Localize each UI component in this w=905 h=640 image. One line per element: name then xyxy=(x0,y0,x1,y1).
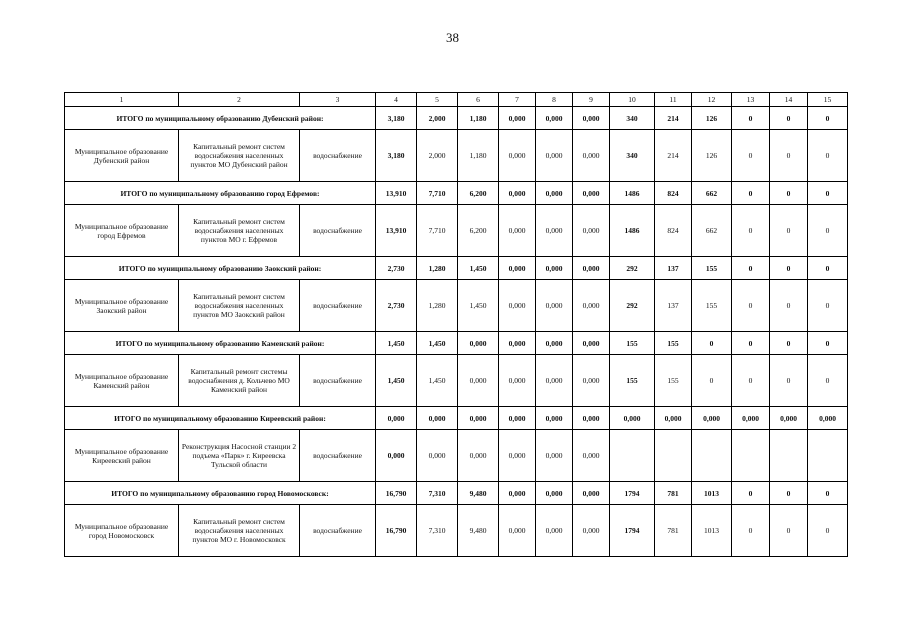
detail-row xyxy=(65,205,848,257)
detail-value-cell: 137 xyxy=(655,280,692,332)
project-cell: Капитальный ремонт систем водоснабжения населенных пунктов МО г. Ефремов xyxy=(179,205,300,257)
total-value-cell: 0,000 xyxy=(536,332,573,355)
detail-value-cell: 0,000 xyxy=(573,505,610,557)
municipality-cell: Муниципальное образование Заокский район xyxy=(65,280,179,332)
total-value-cell: 13,910 xyxy=(376,182,417,205)
total-row xyxy=(65,332,848,355)
total-value-cell: 0 xyxy=(808,332,848,355)
financing-table xyxy=(64,92,848,557)
total-row xyxy=(65,182,848,205)
detail-value-cell: 9,480 xyxy=(458,505,499,557)
detail-value-cell: 0,000 xyxy=(499,130,536,182)
detail-value-cell: 0 xyxy=(770,205,808,257)
total-value-cell: 2,730 xyxy=(376,257,417,280)
column-number-row xyxy=(65,93,848,107)
municipality-cell: Муниципальное образование Киреевский район xyxy=(65,430,179,482)
total-value-cell: 0,000 xyxy=(499,257,536,280)
detail-value-cell: 0 xyxy=(732,205,770,257)
project-cell: Капитальный ремонт систем водоснабжения населенных пунктов МО Дубенский район xyxy=(179,130,300,182)
detail-value-cell: 155 xyxy=(610,355,655,407)
detail-value-cell: 0 xyxy=(808,130,848,182)
detail-value-cell: 0,000 xyxy=(573,430,610,482)
detail-row xyxy=(65,505,848,557)
detail-value-cell xyxy=(770,430,808,482)
detail-value-cell: 824 xyxy=(655,205,692,257)
type-cell: водоснабжение xyxy=(300,355,376,407)
detail-value-cell: 155 xyxy=(692,280,732,332)
detail-value-cell: 0 xyxy=(732,505,770,557)
total-value-cell: 16,790 xyxy=(376,482,417,505)
detail-value-cell: 0 xyxy=(808,505,848,557)
detail-value-cell: 0 xyxy=(732,355,770,407)
detail-value-cell: 126 xyxy=(692,130,732,182)
total-value-cell: 0 xyxy=(770,182,808,205)
total-label: ИТОГО по муниципальному образованию город Новомосковск: xyxy=(65,482,376,505)
total-value-cell: 292 xyxy=(610,257,655,280)
total-value-cell: 662 xyxy=(692,182,732,205)
total-value-cell: 155 xyxy=(655,332,692,355)
detail-value-cell: 1794 xyxy=(610,505,655,557)
detail-value-cell: 1,450 xyxy=(458,280,499,332)
total-value-cell: 0,000 xyxy=(692,407,732,430)
total-value-cell: 214 xyxy=(655,107,692,130)
detail-value-cell: 0,000 xyxy=(536,505,573,557)
total-label: ИТОГО по муниципальному образованию Каменский район: xyxy=(65,332,376,355)
total-value-cell: 0,000 xyxy=(770,407,808,430)
total-value-cell: 0,000 xyxy=(732,407,770,430)
detail-value-cell: 0,000 xyxy=(536,280,573,332)
detail-row xyxy=(65,355,848,407)
total-value-cell: 3,180 xyxy=(376,107,417,130)
detail-value-cell: 7,310 xyxy=(417,505,458,557)
total-value-cell: 9,480 xyxy=(458,482,499,505)
total-value-cell: 0,000 xyxy=(536,482,573,505)
total-value-cell: 0 xyxy=(808,107,848,130)
total-value-cell: 340 xyxy=(610,107,655,130)
detail-value-cell: 292 xyxy=(610,280,655,332)
project-cell: Капитальный ремонт системы водоснабжения д. Кольчево МО Каменский район xyxy=(179,355,300,407)
column-number-cell: 1 xyxy=(65,93,179,107)
total-value-cell: 824 xyxy=(655,182,692,205)
detail-value-cell xyxy=(655,430,692,482)
detail-value-cell: 1013 xyxy=(692,505,732,557)
type-cell: водоснабжение xyxy=(300,280,376,332)
detail-value-cell xyxy=(808,430,848,482)
total-value-cell: 0,000 xyxy=(610,407,655,430)
detail-value-cell xyxy=(692,430,732,482)
total-value-cell: 2,000 xyxy=(417,107,458,130)
detail-value-cell: 0,000 xyxy=(573,130,610,182)
project-cell: Капитальный ремонт систем водоснабжения населенных пунктов МО г. Новомосковск xyxy=(179,505,300,557)
detail-row xyxy=(65,280,848,332)
type-cell: водоснабжение xyxy=(300,130,376,182)
total-value-cell: 0,000 xyxy=(499,107,536,130)
detail-value-cell: 0,000 xyxy=(499,355,536,407)
total-value-cell: 0,000 xyxy=(573,257,610,280)
total-value-cell: 0,000 xyxy=(499,407,536,430)
type-cell: водоснабжение xyxy=(300,430,376,482)
detail-value-cell xyxy=(610,430,655,482)
detail-value-cell: 0,000 xyxy=(376,430,417,482)
total-value-cell: 0,000 xyxy=(499,182,536,205)
detail-value-cell: 7,710 xyxy=(417,205,458,257)
total-value-cell: 0,000 xyxy=(499,332,536,355)
detail-value-cell: 0,000 xyxy=(499,280,536,332)
total-value-cell: 155 xyxy=(692,257,732,280)
total-label: ИТОГО по муниципальному образованию Заокский район: xyxy=(65,257,376,280)
total-value-cell: 0 xyxy=(732,107,770,130)
column-number-cell: 11 xyxy=(655,93,692,107)
detail-value-cell: 0 xyxy=(808,280,848,332)
total-value-cell: 0 xyxy=(808,257,848,280)
detail-value-cell: 1,450 xyxy=(376,355,417,407)
total-value-cell: 781 xyxy=(655,482,692,505)
total-label: ИТОГО по муниципальному образованию город Ефремов: xyxy=(65,182,376,205)
total-value-cell: 0,000 xyxy=(573,332,610,355)
column-number-cell: 13 xyxy=(732,93,770,107)
detail-value-cell: 0 xyxy=(692,355,732,407)
column-number-cell: 8 xyxy=(536,93,573,107)
column-number-cell: 4 xyxy=(376,93,417,107)
detail-value-cell: 2,730 xyxy=(376,280,417,332)
detail-value-cell: 0,000 xyxy=(499,430,536,482)
project-cell: Реконструкция Насосной станции 2 подъема «Парк» г. Киреевска Тульской области xyxy=(179,430,300,482)
detail-value-cell: 662 xyxy=(692,205,732,257)
total-value-cell: 0 xyxy=(770,332,808,355)
municipality-cell: Муниципальное образование город Новомосковск xyxy=(65,505,179,557)
detail-value-cell: 0,000 xyxy=(458,430,499,482)
total-value-cell: 0,000 xyxy=(417,407,458,430)
detail-value-cell: 3,180 xyxy=(376,130,417,182)
total-value-cell: 137 xyxy=(655,257,692,280)
detail-value-cell: 1486 xyxy=(610,205,655,257)
total-value-cell: 0,000 xyxy=(573,482,610,505)
total-value-cell: 1,180 xyxy=(458,107,499,130)
detail-value-cell: 0,000 xyxy=(417,430,458,482)
total-value-cell: 0 xyxy=(808,182,848,205)
column-number-cell: 10 xyxy=(610,93,655,107)
detail-value-cell: 0,000 xyxy=(458,355,499,407)
total-value-cell: 0,000 xyxy=(808,407,848,430)
detail-value-cell: 0,000 xyxy=(536,355,573,407)
type-cell: водоснабжение xyxy=(300,505,376,557)
total-label: ИТОГО по муниципальному образованию Дубенский район: xyxy=(65,107,376,130)
total-value-cell: 1,450 xyxy=(458,257,499,280)
total-row xyxy=(65,482,848,505)
total-value-cell: 0,000 xyxy=(536,107,573,130)
total-value-cell: 0 xyxy=(770,257,808,280)
detail-row xyxy=(65,130,848,182)
total-value-cell: 0 xyxy=(692,332,732,355)
total-value-cell: 0 xyxy=(732,182,770,205)
detail-value-cell: 1,450 xyxy=(417,355,458,407)
detail-value-cell: 0,000 xyxy=(573,355,610,407)
total-label: ИТОГО по муниципальному образованию Киреевский район: xyxy=(65,407,376,430)
type-cell: водоснабжение xyxy=(300,205,376,257)
column-number-cell: 6 xyxy=(458,93,499,107)
total-value-cell: 1486 xyxy=(610,182,655,205)
column-number-cell: 2 xyxy=(179,93,300,107)
total-value-cell: 0 xyxy=(808,482,848,505)
total-value-cell: 126 xyxy=(692,107,732,130)
total-value-cell: 0 xyxy=(732,257,770,280)
municipality-cell: Муниципальное образование Каменский район xyxy=(65,355,179,407)
column-number-cell: 3 xyxy=(300,93,376,107)
detail-value-cell: 0,000 xyxy=(573,280,610,332)
total-value-cell: 1794 xyxy=(610,482,655,505)
detail-value-cell: 214 xyxy=(655,130,692,182)
total-value-cell: 1013 xyxy=(692,482,732,505)
detail-value-cell: 781 xyxy=(655,505,692,557)
total-value-cell: 155 xyxy=(610,332,655,355)
column-number-cell: 7 xyxy=(499,93,536,107)
column-number-cell: 14 xyxy=(770,93,808,107)
total-row xyxy=(65,407,848,430)
total-value-cell: 1,280 xyxy=(417,257,458,280)
column-number-cell: 12 xyxy=(692,93,732,107)
detail-value-cell: 13,910 xyxy=(376,205,417,257)
total-value-cell: 0,000 xyxy=(458,332,499,355)
total-value-cell: 0,000 xyxy=(458,407,499,430)
detail-value-cell: 0 xyxy=(770,355,808,407)
total-value-cell: 7,710 xyxy=(417,182,458,205)
detail-value-cell: 0 xyxy=(770,505,808,557)
total-value-cell: 0,000 xyxy=(573,182,610,205)
total-value-cell: 0 xyxy=(770,482,808,505)
total-value-cell: 0 xyxy=(770,107,808,130)
total-value-cell: 1,450 xyxy=(376,332,417,355)
total-value-cell: 0,000 xyxy=(655,407,692,430)
detail-value-cell: 6,200 xyxy=(458,205,499,257)
total-value-cell: 0,000 xyxy=(573,107,610,130)
detail-value-cell: 155 xyxy=(655,355,692,407)
total-value-cell: 1,450 xyxy=(417,332,458,355)
total-value-cell: 0 xyxy=(732,482,770,505)
total-value-cell: 0 xyxy=(732,332,770,355)
detail-value-cell: 0,000 xyxy=(536,130,573,182)
detail-value-cell: 0,000 xyxy=(536,205,573,257)
column-number-cell: 15 xyxy=(808,93,848,107)
detail-value-cell: 0 xyxy=(808,355,848,407)
total-value-cell: 0,000 xyxy=(536,257,573,280)
municipality-cell: Муниципальное образование город Ефремов xyxy=(65,205,179,257)
page-number: 38 xyxy=(446,30,459,45)
detail-value-cell: 0 xyxy=(770,130,808,182)
detail-value-cell: 0,000 xyxy=(499,505,536,557)
detail-value-cell: 0,000 xyxy=(536,430,573,482)
total-value-cell: 0,000 xyxy=(573,407,610,430)
detail-row xyxy=(65,430,848,482)
detail-value-cell: 0 xyxy=(732,130,770,182)
column-number-cell: 5 xyxy=(417,93,458,107)
detail-value-cell: 1,280 xyxy=(417,280,458,332)
detail-value-cell: 1,180 xyxy=(458,130,499,182)
detail-value-cell: 2,000 xyxy=(417,130,458,182)
detail-value-cell xyxy=(732,430,770,482)
total-row xyxy=(65,107,848,130)
column-number-cell: 9 xyxy=(573,93,610,107)
detail-value-cell: 0,000 xyxy=(573,205,610,257)
detail-value-cell: 0 xyxy=(732,280,770,332)
detail-value-cell: 16,790 xyxy=(376,505,417,557)
total-value-cell: 6,200 xyxy=(458,182,499,205)
detail-value-cell: 0 xyxy=(770,280,808,332)
total-value-cell: 0,000 xyxy=(536,182,573,205)
project-cell: Капитальный ремонт систем водоснабжения населенных пунктов МО Заокский район xyxy=(179,280,300,332)
detail-value-cell: 340 xyxy=(610,130,655,182)
total-value-cell: 7,310 xyxy=(417,482,458,505)
total-value-cell: 0,000 xyxy=(499,482,536,505)
total-value-cell: 0,000 xyxy=(536,407,573,430)
detail-value-cell: 0,000 xyxy=(499,205,536,257)
total-row xyxy=(65,257,848,280)
detail-value-cell: 0 xyxy=(808,205,848,257)
municipality-cell: Муниципальное образование Дубенский район xyxy=(65,130,179,182)
total-value-cell: 0,000 xyxy=(376,407,417,430)
